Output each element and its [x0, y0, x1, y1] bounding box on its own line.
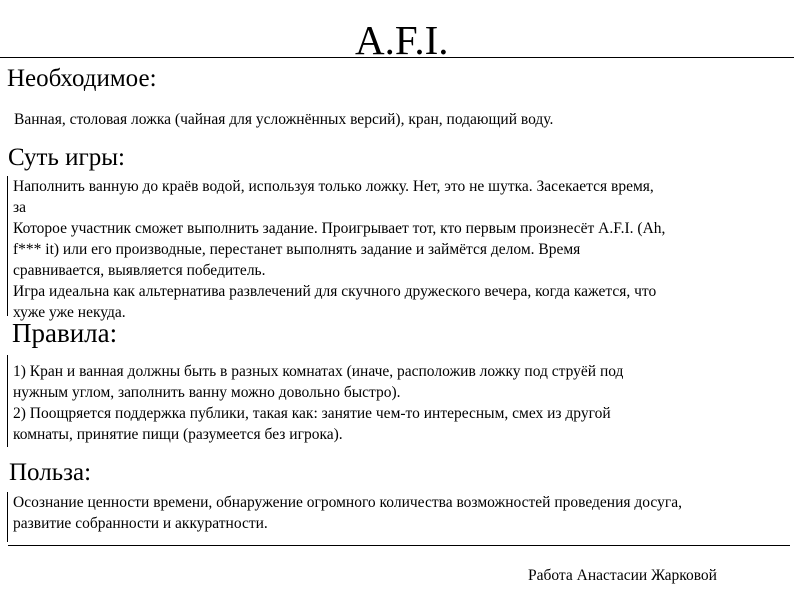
- essence-block: [7, 176, 778, 321]
- section-heading-needed: Необходимое:: [7, 65, 157, 92]
- essence-line: за: [13, 199, 27, 216]
- author-signature: Работа Анастасии Жарковой: [528, 567, 717, 584]
- section-heading-rules: Правила:: [12, 318, 118, 348]
- rules-block: [7, 355, 778, 447]
- rules-line: 2) Поощряется поддержка публики, такая как: занятие чем-то интересным, смех из другой: [13, 405, 611, 422]
- benefit-line: Осознание ценности времени, обнаружение огромного количества возможностей проведения досуга,: [13, 494, 682, 511]
- rules-line: комнаты, принятие пищи (разумеется без игрока).: [13, 426, 343, 443]
- benefit-block: [7, 492, 790, 542]
- essence-line: сравнивается, выявляется победитель.: [13, 262, 266, 279]
- section-heading-benefit: Польза:: [9, 459, 92, 486]
- section-heading-essence: Суть игры:: [8, 144, 126, 171]
- page-title: A.F.I.: [355, 17, 449, 63]
- title-divider: [0, 57, 794, 58]
- essence-line: хуже уже некуда.: [13, 304, 126, 321]
- essence-line: Которое участник сможет выполнить задание. Проигрывает тот, кто первым произнесёт A.F.I. (Ah,: [13, 220, 666, 237]
- rules-line: нужным углом, заполнить ванну можно довольно быстро).: [13, 384, 401, 401]
- footer-divider: [8, 545, 790, 546]
- essence-line: f*** it) или его производные, перестанет выполнять задание и займётся делом. Время: [13, 241, 581, 258]
- rules-line: 1) Кран и ванная должны быть в разных комнатах (иначе, расположив ложку под струёй под: [13, 363, 624, 380]
- essence-line: Игра идеальна как альтернатива развлечений для скучного дружеского вечера, когда кажется, что: [13, 283, 657, 300]
- benefit-line: развитие собранности и аккуратности.: [13, 515, 268, 532]
- essence-line: Наполнить ванную до краёв водой, используя только ложку. Нет, это не шутка. Засекается время,: [13, 178, 654, 195]
- needed-text: Ванная, столовая ложка (чайная для усложнённых версий), кран, подающий воду.: [14, 111, 554, 128]
